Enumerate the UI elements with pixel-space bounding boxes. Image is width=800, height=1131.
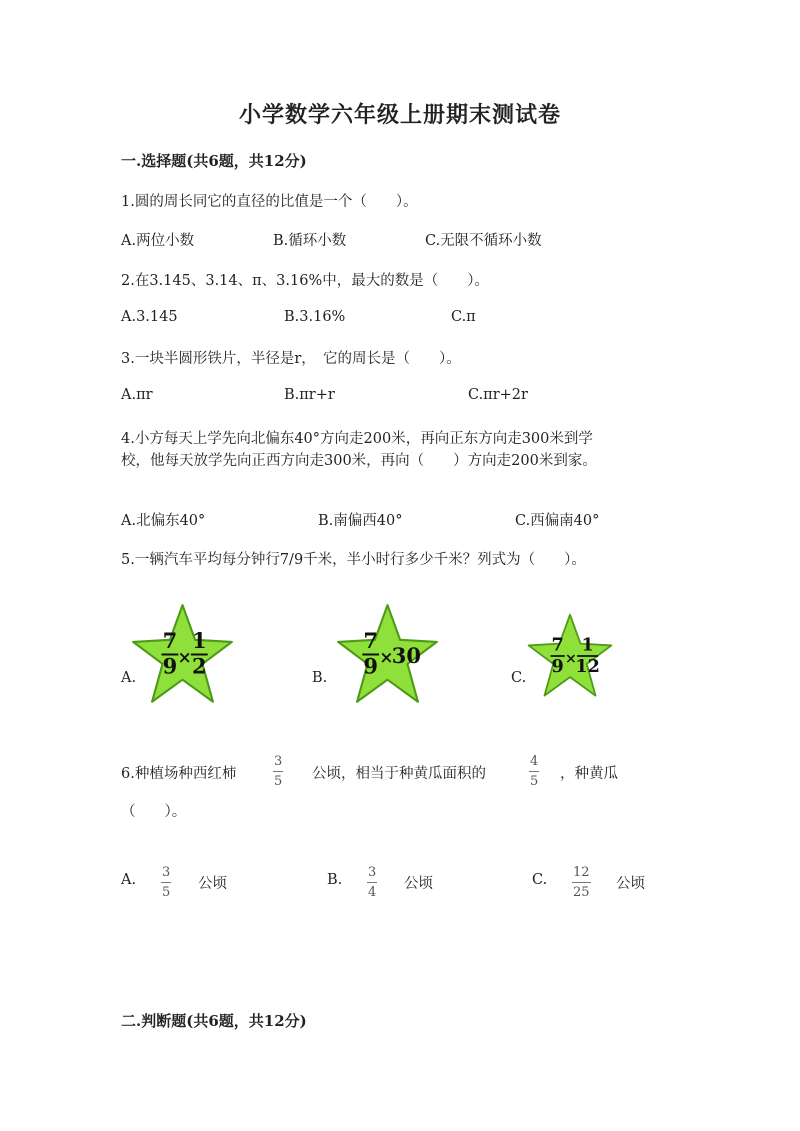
q6-option-a-unit: 公顷: [198, 876, 227, 892]
star-b-den1: 9: [363, 653, 379, 679]
fraction-numerator: 12: [573, 865, 590, 880]
q6-fraction-1: [273, 755, 283, 788]
question-4-line-1: 4.小方每天上学先向北偏东40°方向走200米，再向正东方向走300米到学: [121, 431, 593, 447]
question-4-line-2: 校，他每天放学先向正西方向走300米，再向（ ）方向走200米到家。: [121, 453, 597, 469]
q1-option-b[interactable]: B.循环小数: [273, 233, 347, 249]
fraction-numerator: 3: [368, 865, 377, 880]
q6-fraction-2: [529, 755, 539, 788]
q3-option-a[interactable]: A.πr: [121, 387, 153, 403]
q5-option-b[interactable]: B.: [312, 670, 328, 686]
star-a-op: ×: [177, 646, 192, 667]
question-6-part-3: ，种黄瓜: [560, 766, 618, 782]
fraction-denominator: 5: [274, 774, 283, 789]
q5-option-c[interactable]: C.: [511, 670, 527, 686]
q1-option-c[interactable]: C.无限不循环小数: [425, 233, 542, 249]
q4-option-a[interactable]: A.北偏东40°: [121, 513, 206, 529]
star-image-c: [526, 612, 614, 700]
q2-option-a[interactable]: A.3.145: [121, 309, 178, 325]
question-6-part-2: 公顷，相当于种黄瓜面积的: [312, 766, 486, 782]
section-heading-choice: 一.选择题(共6题，共12分): [121, 152, 307, 170]
q6-option-a[interactable]: A.: [121, 872, 137, 888]
q3-option-c[interactable]: C.πr+2r: [468, 387, 528, 403]
fraction-numerator: 4: [530, 754, 539, 769]
q2-option-b[interactable]: B.3.16%: [284, 309, 346, 325]
q4-option-b[interactable]: B.南偏西40°: [318, 513, 403, 529]
star-b-op: ×: [379, 646, 394, 667]
question-6-line-2: （ ）。: [121, 804, 187, 820]
star-a-num2: 1: [191, 628, 207, 654]
q6-option-c-unit: 公顷: [616, 876, 645, 892]
q6-option-b[interactable]: B.: [327, 872, 343, 888]
star-c-num1: 7: [551, 634, 564, 656]
q6-option-b-fraction: [367, 866, 377, 899]
q2-option-c[interactable]: C.π: [451, 309, 476, 325]
star-a-den1: 9: [162, 653, 178, 679]
star-image-a: [130, 602, 235, 707]
fraction-denominator: 25: [573, 885, 590, 900]
star-a-den2: 2: [191, 653, 207, 679]
section-heading-judgement: 二.判断题(共6题，共12分): [121, 1012, 307, 1030]
question-1: 1.圆的周长同它的直径的比值是一个（ ）。: [121, 194, 418, 210]
q5-option-a[interactable]: A.: [121, 670, 137, 686]
fraction-denominator: 4: [368, 885, 377, 900]
fraction-numerator: 3: [162, 865, 171, 880]
question-3: 3.一块半圆形铁片，半径是r， 它的周长是（ ）。: [121, 351, 461, 367]
page-title: 小学数学六年级上册期末测试卷: [238, 102, 561, 128]
fraction-numerator: 3: [274, 754, 283, 769]
star-b-whole: 30: [391, 642, 422, 668]
star-c-op: ×: [564, 651, 577, 668]
star-c-den1: 9: [551, 655, 564, 677]
fraction-denominator: 5: [530, 774, 539, 789]
q4-option-c[interactable]: C.西偏南40°: [515, 513, 600, 529]
q6-option-b-unit: 公顷: [404, 876, 433, 892]
star-c-num2: 1: [581, 634, 594, 656]
star-image-b: [335, 602, 440, 707]
star-b-num1: 7: [363, 628, 379, 654]
question-6-part-1: 6.种植场种西红柿: [121, 766, 237, 782]
q6-option-c-fraction: [572, 866, 591, 899]
fraction-denominator: 5: [162, 885, 171, 900]
star-a-num1: 7: [162, 628, 178, 654]
question-5: 5.一辆汽车平均每分钟行7/9千米，半小时行多少千米？列式为（ ）。: [121, 552, 586, 568]
q6-option-a-fraction: [161, 866, 171, 899]
q1-option-a[interactable]: A.两位小数: [121, 233, 195, 249]
q3-option-b[interactable]: B.πr+r: [284, 387, 335, 403]
star-c-den2: 12: [575, 655, 600, 677]
question-2: 2.在3.145、3.14、π、3.16%中，最大的数是（ ）。: [121, 273, 489, 289]
q6-option-c[interactable]: C.: [532, 872, 548, 888]
